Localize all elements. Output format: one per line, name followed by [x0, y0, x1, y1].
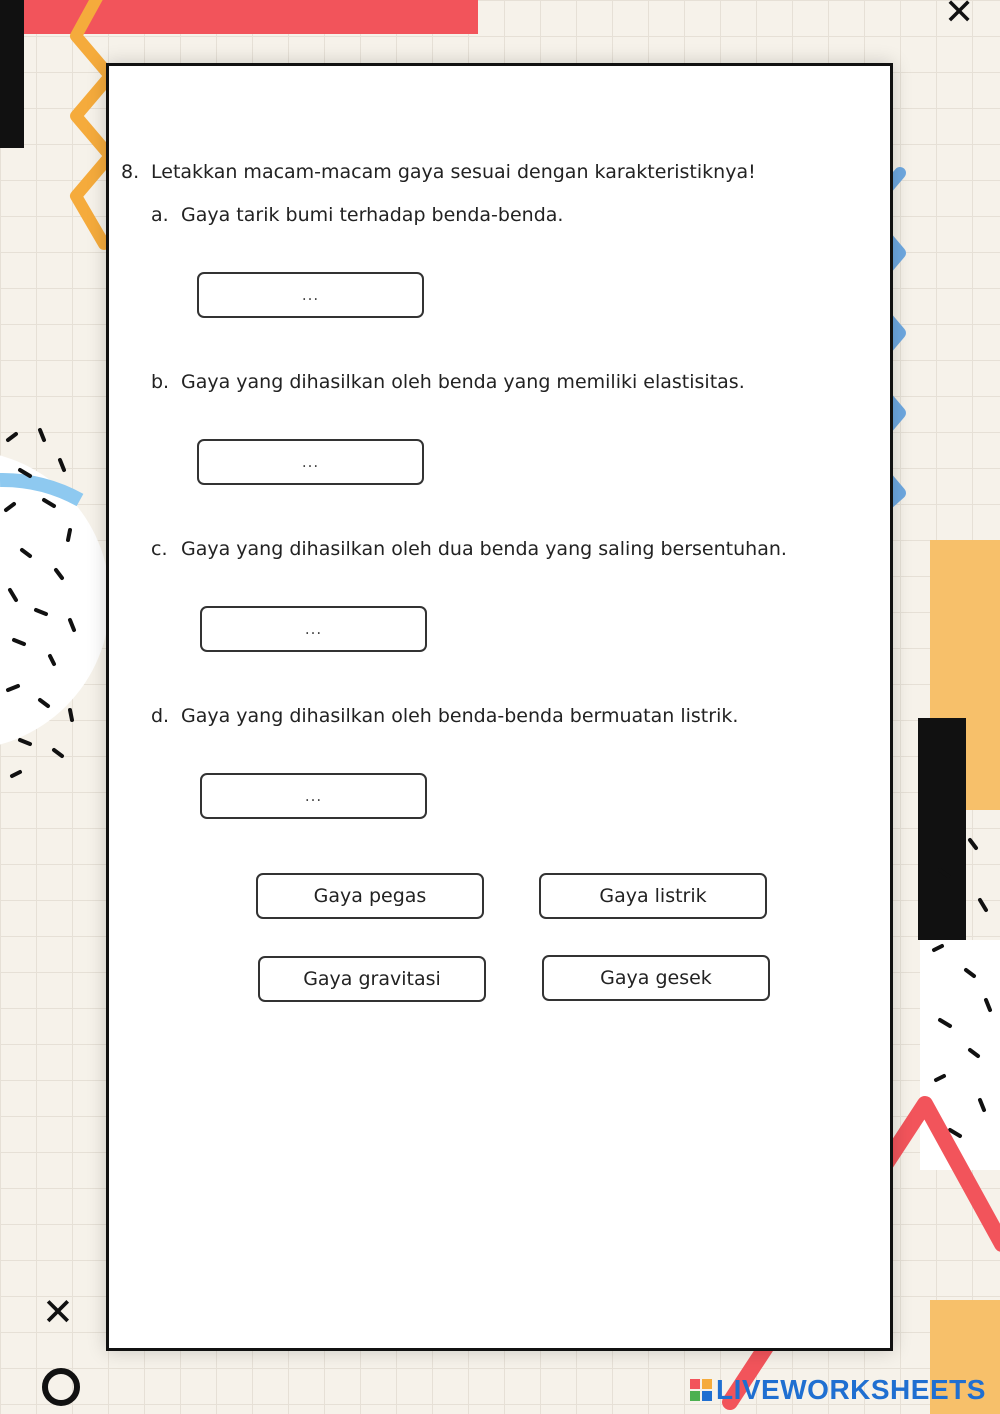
close-x-icon: ✕: [944, 0, 975, 33]
choice-gaya-gesek[interactable]: Gaya gesek: [542, 955, 770, 1001]
answer-box-a[interactable]: ...: [197, 272, 424, 318]
item-b-text: Gaya yang dihasilkan oleh benda yang memiliki elastisitas.: [181, 371, 745, 393]
item-d-text: Gaya yang dihasilkan oleh benda-benda bermuatan listrik.: [181, 705, 739, 727]
bottom-x-icon: ✕: [42, 1290, 74, 1334]
choice-gaya-pegas[interactable]: Gaya pegas: [256, 873, 484, 919]
bottom-circle-icon: [42, 1368, 80, 1406]
liveworksheets-logo[interactable]: [690, 1372, 986, 1408]
item-c-letter: c.: [151, 538, 168, 560]
item-d-letter: d.: [151, 705, 170, 727]
item-a-text: Gaya tarik bumi terhadap benda-benda.: [181, 204, 564, 226]
choice-gaya-gravitasi[interactable]: Gaya gravitasi: [258, 956, 486, 1002]
top-left-black-bar: [0, 0, 24, 148]
question-instruction: Letakkan macam-macam gaya sesuai dengan karakteristiknya!: [151, 161, 756, 183]
answer-box-c[interactable]: ...: [200, 606, 427, 652]
worksheet-panel: [106, 63, 893, 1351]
item-a-letter: a.: [151, 204, 169, 226]
answer-box-d[interactable]: ...: [200, 773, 427, 819]
item-b-letter: b.: [151, 371, 170, 393]
question-number: 8.: [121, 161, 140, 183]
left-speckle-circle: [0, 400, 110, 840]
choice-gaya-listrik[interactable]: Gaya listrik: [539, 873, 767, 919]
item-c-text: Gaya yang dihasilkan oleh dua benda yang saling bersentuhan.: [181, 538, 787, 560]
answer-box-b[interactable]: ...: [197, 439, 424, 485]
brand-name: LIVEWORKSHEETS: [716, 1374, 986, 1405]
logo-grid-icon: [690, 1379, 712, 1401]
